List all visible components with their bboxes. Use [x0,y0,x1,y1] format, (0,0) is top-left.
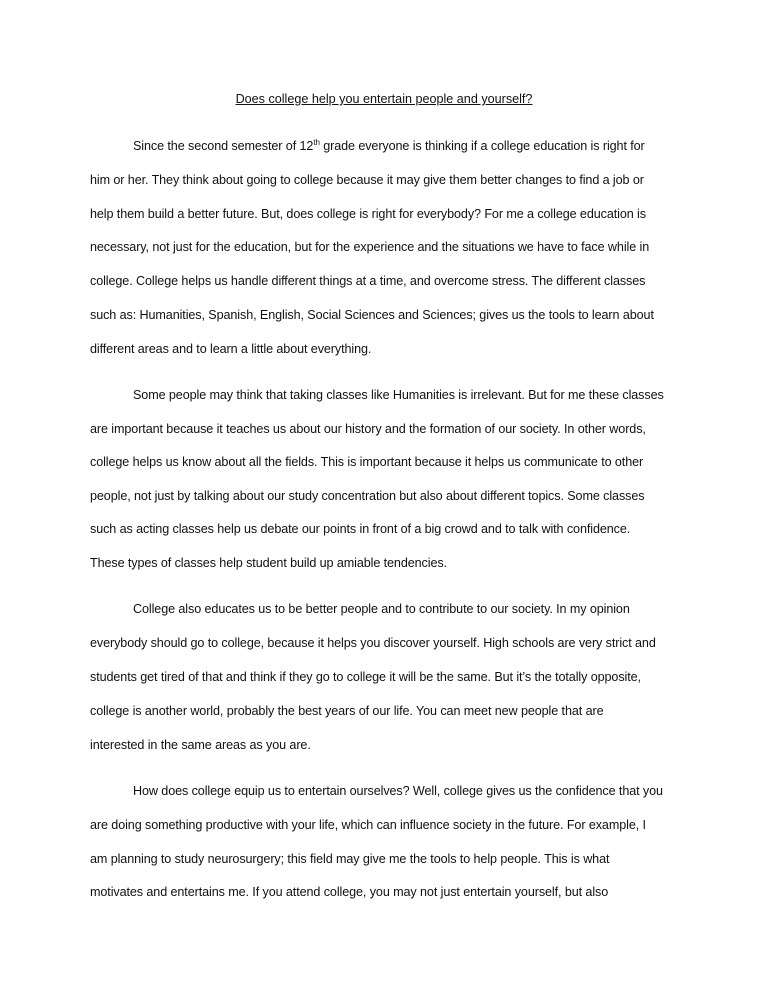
paragraph-2-line-6: These types of classes help student build up amiable tendencies. [90,556,447,570]
paragraph-4-line-3: am planning to study neurosurgery; this field may give me the tools to help people. This is what [90,852,610,866]
paragraph-1-line-2: him or her. They think about going to college because it may give them better changes to find a job or [90,173,644,187]
paragraph-3-line-5: interested in the same areas as you are. [90,738,311,752]
paragraph-4-line-4: motivates and entertains me. If you attend college, you may not just entertain yourself, but also [90,885,609,899]
document-title: Does college help you entertain people and yourself? [235,92,533,106]
paragraph-4-line-2: are doing something productive with your life, which can influence society in the future. For example, I [90,818,646,832]
text-segment: grade everyone is thinking if a college education is right for [319,139,645,153]
paragraph-1-line-5: college. College helps us handle different things at a time, and overcome stress. The different classes [90,274,646,288]
paragraph-3-line-4: college is another world, probably the best years of our life. You can meet new people that are [90,704,604,718]
paragraph-1-line-6: such as: Humanities, Spanish, English, Social Sciences and Sciences; gives us the tools to learn about [90,308,654,322]
superscript: th [313,138,320,147]
paragraph-2-line-1: Some people may think that taking classes like Humanities is irrelevant. But for me these classes [133,388,664,402]
paragraph-1-line-4: necessary, not just for the education, but for the experience and the situations we have to face while in [90,240,650,254]
paragraph-2-line-2: are important because it teaches us about our history and the formation of our society. In other words, [90,422,646,436]
paragraph-2-line-3: college helps us know about all the fields. This is important because it helps us communicate to other [90,455,644,469]
paragraph-2-line-5: such as acting classes help us debate our points in front of a big crowd and to talk with confidence. [90,522,631,536]
paragraph-3-line-2: everybody should go to college, because it helps you discover yourself. High schools are very strict and [90,636,656,650]
paragraph-1-line-1 [133,138,645,154]
paragraph-4-line-1: How does college equip us to entertain ourselves? Well, college gives us the confidence that you [133,784,663,798]
paragraph-1-line-3: help them build a better future. But, does college is right for everybody? For me a college education is [90,207,646,221]
text-segment: Since the second semester of 12 [133,139,314,153]
paragraph-1-line-7: different areas and to learn a little about everything. [90,342,372,356]
paragraph-2-line-4: people, not just by talking about our study concentration but also about different topics. Some classes [90,489,645,503]
paragraph-3-line-3: students get tired of that and think if they go to college it will be the same. But it’s the totally opposite, [90,670,641,684]
paragraph-3-line-1: College also educates us to be better people and to contribute to our society. In my opinion [133,602,630,616]
